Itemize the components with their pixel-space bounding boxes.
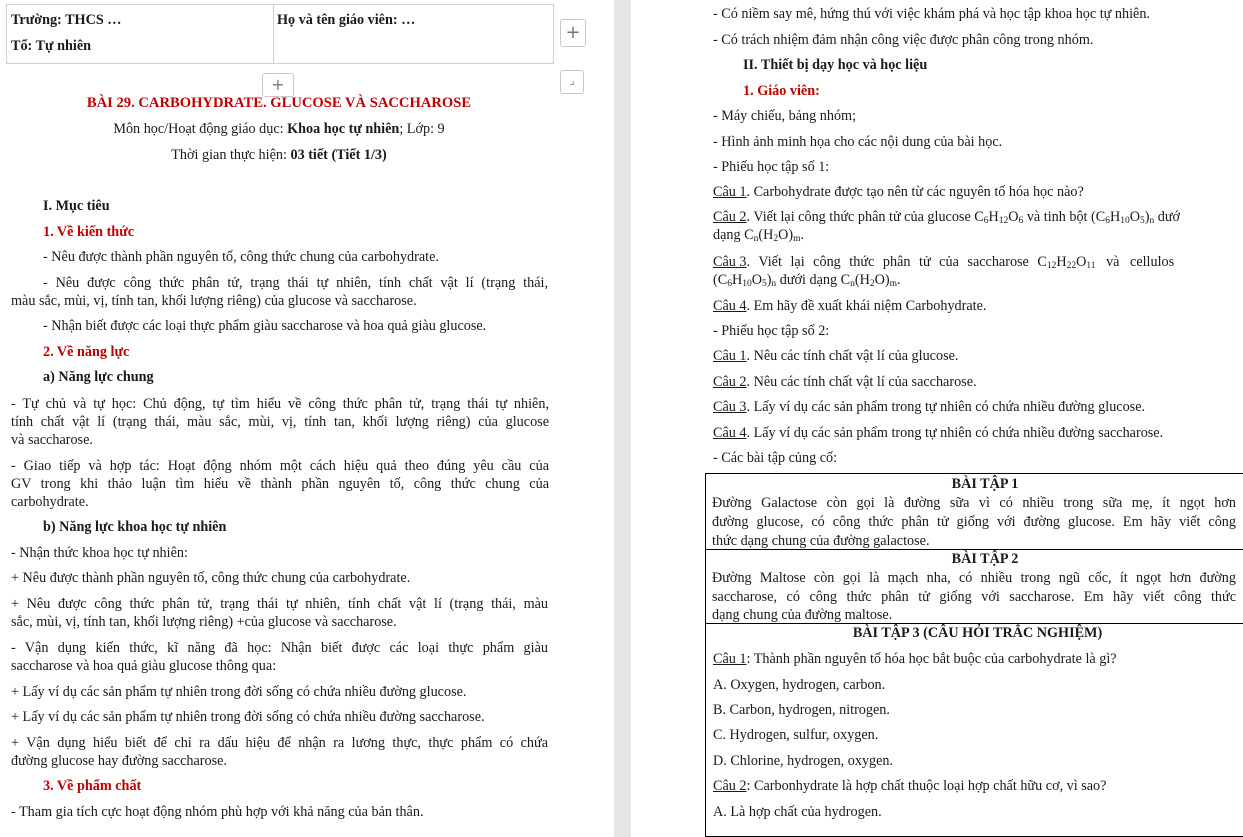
exercise-3-title: BÀI TẬP 3 (CÂU HỎI TRẮC NGHIỆM): [852, 625, 1103, 641]
group-name: Tổ: Tự nhiên: [11, 38, 92, 54]
competence-item-cont: tính chất vật lí (trạng thái, màu sắc, mùi, vị, tính tan, khối lượng riêng) của glucose: [11, 414, 549, 430]
formula-sub: 10: [1120, 216, 1130, 226]
formula-part: dướ: [1154, 209, 1181, 225]
formula-part: O: [751, 272, 762, 288]
heading-qualities: 3. Về phẩm chất: [43, 778, 142, 794]
table-resize-handle[interactable]: ⌟: [560, 70, 584, 94]
science-item: + Vận dụng hiểu biết để chỉ ra dấu hiệu để nhận ra lương thực, thực phẩm có chứa: [11, 735, 548, 751]
mcq-option: D. Chlorine, hydrogen, oxygen.: [713, 753, 894, 769]
mcq-option: B. Carbon, hydrogen, nitrogen.: [713, 702, 890, 718]
formula-sub: 10: [742, 279, 752, 289]
question-label: Câu 1: [713, 651, 747, 667]
formula-part: dạng C: [713, 227, 754, 243]
question-text: . Carbohydrate được tạo nên từ các nguyên tố hóa học nào?: [746, 184, 1084, 200]
formula-part: và cellulos: [1095, 254, 1175, 270]
subject-prefix: Môn học/Hoạt động giáo dục:: [113, 121, 284, 137]
formula-sub: n: [1149, 216, 1155, 226]
exercise-1-title: BÀI TẬP 1: [951, 476, 1019, 492]
knowledge-item: - Nêu được thành phần nguyên tố, công thức chung của carbohydrate.: [43, 249, 439, 265]
question-text: . Em hãy đề xuất khái niệm Carbohydrate.: [746, 298, 987, 314]
heading-knowledge: 1. Về kiến thức: [43, 224, 135, 240]
formula-part: .: [896, 272, 901, 288]
question-text: . Lấy ví dụ các sản phẩm trong tự nhiên có chứa nhiều đường saccharose.: [746, 425, 1164, 441]
formula-part: dưới dạng C: [776, 272, 851, 288]
question-label: Câu 2: [713, 209, 747, 225]
knowledge-item: - Nêu được công thức phân tử, trạng thái tự nhiên, tính chất vật lí (trạng thái,: [43, 275, 548, 291]
worksheet-1-question-cont: [713, 227, 804, 243]
heading-competence: 2. Về năng lực: [43, 344, 130, 360]
quality-item: - Tham gia tích cực hoạt động nhóm phù hợp với khả năng của bản thân.: [11, 804, 424, 820]
question-label: Câu 1: [713, 348, 747, 364]
add-row-button[interactable]: +: [262, 73, 294, 97]
exercise-2-text: saccharose, có công thức phân tử giống với saccharose. Em hãy viết công thức: [712, 589, 1236, 605]
competence-item: - Tự chủ và tự học: Chủ động, tự tìm hiểu về công thức phân tử, trạng thái tự nhiên,: [11, 396, 549, 412]
quality-item: - Có niềm say mê, hứng thú với việc khám phá và học tập khoa học tự nhiên.: [713, 6, 1150, 22]
worksheet-2-question: [713, 348, 958, 364]
formula-part: H: [1109, 209, 1121, 225]
worksheet-2-question: [713, 399, 1145, 415]
formula-sub: 6: [1018, 216, 1024, 226]
worksheet-1-question: [713, 254, 1174, 270]
formula-sub: n: [850, 279, 855, 289]
section-objectives: I. Mục tiêu: [43, 198, 110, 214]
formula-part: O: [1076, 254, 1087, 270]
question-text: . Lấy ví dụ các sản phẩm trong tự nhiên có chứa nhiều đường glucose.: [746, 399, 1146, 415]
exercise-1-text: thức dạng chung của đường galactose.: [712, 533, 930, 549]
exercise-2-text: dạng chung của đường maltose.: [712, 607, 893, 623]
question-text: . Nêu các tính chất vật lí của saccharose.: [746, 374, 977, 390]
question-label: Câu 1: [713, 184, 747, 200]
heading-general-competence: a) Năng lực chung: [43, 369, 154, 385]
formula-part: ): [1144, 209, 1150, 225]
question-label: Câu 2: [713, 374, 747, 390]
formula-sub: n: [771, 279, 777, 289]
formula-sub: 5: [1139, 216, 1145, 226]
question-label: Câu 3: [713, 399, 747, 415]
left-page: [0, 0, 614, 837]
grade: ; Lớp: 9: [399, 121, 445, 137]
science-item-cont: saccharose và hoa quả giàu glucose thông qua:: [11, 658, 277, 674]
formula-sub: 6: [983, 216, 989, 226]
mcq-question: [713, 651, 1117, 667]
formula-part: H: [731, 272, 743, 288]
equipment-item: - Máy chiếu, bảng nhóm;: [713, 108, 857, 124]
formula-sub: n: [753, 234, 759, 244]
question-text: : Thành phần nguyên tố hóa học bắt buộc của carbohydrate là gì?: [746, 651, 1117, 667]
worksheet-2-question: [713, 425, 1163, 441]
science-item: + Nêu được công thức phân tử, trạng thái tự nhiên, tính chất vật lí (trạng thái, màu: [11, 596, 548, 612]
formula-part: . Viết lại công thức phân tử của glucose C: [746, 209, 984, 225]
mcq-option: C. Hydrogen, sulfur, oxygen.: [713, 727, 879, 743]
science-item: - Vận dụng kiến thức, kĩ năng đã học: Nhận biết được các loại thực phẩm giàu: [11, 640, 548, 656]
formula-part: và tinh bột (C: [1023, 209, 1106, 225]
formula-sub: 6: [1105, 216, 1110, 226]
formula-part: O: [1129, 209, 1140, 225]
science-item: - Nhận thức khoa học tự nhiên:: [11, 545, 188, 561]
exercise-2-title: BÀI TẬP 2: [951, 551, 1019, 567]
worksheet-1-question: [713, 184, 1084, 200]
question-label: Câu 2: [713, 778, 747, 794]
formula-part: O): [778, 227, 794, 243]
formula-sub: 2: [869, 279, 875, 289]
science-item: + Lấy ví dụ các sản phẩm tự nhiên trong đời sống có chứa nhiều đường saccharose.: [11, 709, 485, 725]
formula-part: O: [1008, 209, 1019, 225]
table-divider: [706, 623, 1243, 624]
formula-part: O): [874, 272, 890, 288]
worksheet-2-heading: - Phiếu học tập số 2:: [713, 323, 830, 339]
question-text: . Nêu các tính chất vật lí của glucose.: [746, 348, 959, 364]
worksheet-1-question: [713, 209, 1180, 225]
formula-part: H: [1056, 254, 1067, 270]
formula-part: (H: [854, 272, 870, 288]
science-item-cont: đường glucose hay đường saccharose.: [11, 753, 227, 769]
header-table-divider: [273, 5, 274, 63]
formula-sub: 22: [1066, 261, 1077, 271]
heading-science-competence: b) Năng lực khoa học tự nhiên: [43, 519, 227, 535]
science-item: + Lấy ví dụ các sản phẩm tự nhiên trong đời sống có chứa nhiều đường glucose.: [11, 684, 467, 700]
subject-name: Khoa học tự nhiên: [287, 121, 400, 137]
formula-part: (H: [758, 227, 774, 243]
time-line: [0, 147, 558, 163]
table-divider: [706, 549, 1243, 550]
formula-sub: 2: [773, 234, 779, 244]
time-prefix: Thời gian thực hiện:: [171, 147, 287, 163]
section-equipment: II. Thiết bị dạy học và học liệu: [743, 57, 928, 73]
formula-sub: m: [889, 279, 897, 289]
formula-part: (C: [713, 272, 728, 288]
worksheet-2-question: [713, 374, 977, 390]
time-value: 03 tiết (Tiết 1/3): [290, 147, 387, 163]
worksheet-1-question: [713, 298, 986, 314]
question-label: Câu 4: [713, 298, 747, 314]
competence-item-cont: và saccharose.: [11, 432, 93, 448]
mcq-option: A. Oxygen, hydrogen, carbon.: [713, 677, 886, 693]
question-label: Câu 3: [713, 254, 747, 270]
formula-part: .: [800, 227, 804, 243]
mcq-question: [713, 778, 1106, 794]
question-label: Câu 4: [713, 425, 747, 441]
competence-item-cont: carbohydrate.: [11, 494, 89, 510]
knowledge-item: - Nhận biết được các loại thực phẩm giàu saccharose và hoa quả giàu glucose.: [43, 318, 487, 334]
formula-sub: m: [793, 234, 801, 244]
worksheet-1-heading: - Phiếu học tập số 1:: [713, 159, 830, 175]
knowledge-item-cont: màu sắc, mùi, vị, tính tan, khối lượng riêng) của glucose và saccharose.: [11, 293, 417, 309]
mcq-option: A. Là hợp chất của hydrogen.: [713, 804, 882, 820]
formula-part: . Viết lại công thức phân tử của saccharose C: [746, 254, 1047, 270]
formula-sub: 6: [727, 279, 732, 289]
exercises-heading: - Các bài tập củng cố:: [713, 450, 838, 466]
formula-part: ): [766, 272, 772, 288]
competence-item-cont: GV trong khi thảo luận tìm hiểu về thành phần nguyên tố, công thức chung của: [11, 476, 549, 492]
school-name: Trường: THCS …: [11, 12, 122, 28]
worksheet-1-question-cont: [713, 272, 901, 288]
exercise-1-text: đường glucose, có công thức phân tử giống với đường glucose. Em hãy viết công: [712, 514, 1236, 530]
heading-teacher: 1. Giáo viên:: [743, 83, 820, 99]
exercise-2-text: Đường Maltose còn gọi là mạch nha, có nhiều trong ngũ cốc, ít ngọt hơn đường: [712, 570, 1236, 586]
formula-sub: 12: [998, 216, 1009, 226]
competence-item: - Giao tiếp và hợp tác: Hoạt động nhóm một cách hiệu quả theo đúng yêu cầu của: [11, 458, 549, 474]
equipment-item: - Hình ảnh minh họa cho các nội dung của bài học.: [713, 134, 1003, 150]
lesson-title: BÀI 29. CARBOHYDRATE. GLUCOSE VÀ SACCHAROSE: [86, 95, 472, 111]
teacher-name: Họ và tên giáo viên: …: [277, 12, 416, 28]
formula-sub: 12: [1046, 261, 1057, 271]
question-text: : Carbonhydrate là hợp chất thuộc loại hợp chất hữu cơ, vì sao?: [746, 778, 1107, 794]
science-item: + Nêu được thành phần nguyên tố, công thức chung của carbohydrate.: [11, 570, 411, 586]
formula-part: H: [988, 209, 999, 225]
formula-sub: 11: [1086, 261, 1096, 271]
science-item-cont: sắc, mùi, vị, tính tan, khối lượng riêng) +của glucose và saccharose.: [11, 614, 397, 630]
add-column-button[interactable]: +: [560, 19, 586, 47]
subject-line: [0, 121, 558, 137]
quality-item: - Có trách nhiệm đảm nhận công việc được phân công trong nhóm.: [713, 32, 1094, 48]
formula-sub: 5: [761, 279, 767, 289]
exercise-1-text: Đường Galactose còn gọi là đường sữa vì có nhiều trong sữa mẹ, ít ngọt hơn: [712, 495, 1236, 511]
